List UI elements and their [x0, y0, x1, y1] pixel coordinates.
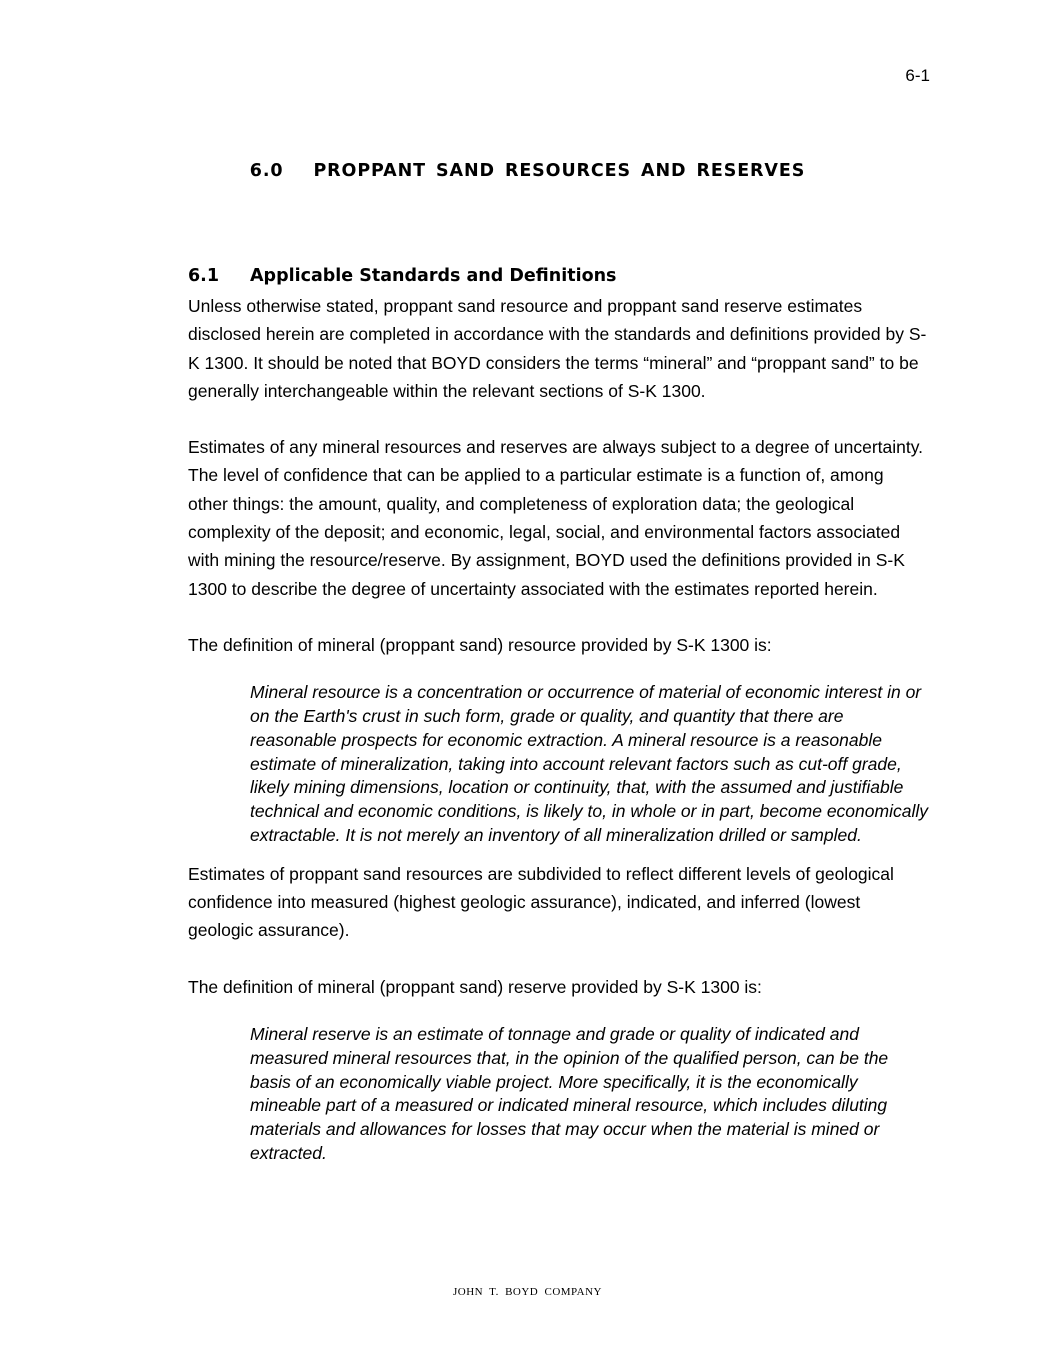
paragraph-resource-intro: The definition of mineral (proppant sand) resource provided by S-K 1300 is:	[188, 634, 772, 655]
chapter-title-word: RESERVES	[696, 161, 806, 181]
document-body	[188, 263, 928, 1178]
section-number: 6.1	[188, 266, 220, 286]
paragraph-standards: Unless otherwise stated, proppant sand resource and proppant sand reserve estimates disclosed herein are completed in accordance with the standards and definitions provided by S-K 1300. It should be noted that BOYD considers the terms “mineral” and “proppant sand” to be generally interchangeable within the relevant sections of S-K 1300.	[188, 296, 927, 401]
page-number: 6-1	[905, 66, 930, 85]
paragraph-reserve-intro: The definition of mineral (proppant sand) reserve provided by S-K 1300 is:	[188, 976, 762, 997]
company-footer: JOHN T. BOYD COMPANY	[453, 1286, 602, 1298]
reserve-definition-quote: Mineral reserve is an estimate of tonnage and grade or quality of indicated and measured mineral resources that, in the opinion of the qualified person, can be the basis of an economically viable project. More specifically, it is the economically mineable part of a measured or indicated mineral resource, which includes diluting materials and allowances for losses that may occur when the material is mined or extracted.	[250, 1024, 889, 1164]
chapter-title-word: SAND	[436, 161, 495, 181]
paragraph-uncertainty: Estimates of any mineral resources and reserves are always subject to a degree of uncertainty. The level of confidence that can be applied to a particular estimate is a function of, among other things: the amount, quality, and completeness of exploration data; the geological complexity of the deposit; and economic, legal, social, and environmental factors associated with mining the resource/reserve. By assignment, BOYD used the definitions provided in S-K 1300 to describe the degree of uncertainty associated with the estimates reported herein.	[188, 437, 924, 599]
chapter-title-word: RESOURCES	[504, 161, 632, 181]
paragraph-resource-classes: Estimates of proppant sand resources are subdivided to reflect different levels of geological confidence into measured (highest geologic assurance), indicated, and inferred (lowest geologic assurance).	[188, 863, 894, 941]
chapter-title-word: AND	[641, 161, 687, 181]
section-title: Applicable Standards and Definitions	[250, 266, 617, 286]
resource-definition-quote: Mineral resource is a concentration or occurrence of material of economic interest in or on the Earth's crust in such form, grade or quality, and quantity that there are reasonable prospects for economic extraction. A mineral resource is a reasonable estimate of mineralization, taking into account relevant factors such as cut-off grade, likely mining dimensions, location or continuity, that, with the assumed and justifiable technical and economic conditions, is likely to, in whole or in part, become economically extractable. It is not merely an inventory of all mineralization drilled or sampled.	[250, 682, 928, 846]
section-heading	[188, 263, 928, 289]
chapter-title-word: PROPPANT	[313, 161, 427, 181]
chapter-number: 6.0	[249, 161, 284, 181]
chapter-heading	[0, 161, 1055, 181]
